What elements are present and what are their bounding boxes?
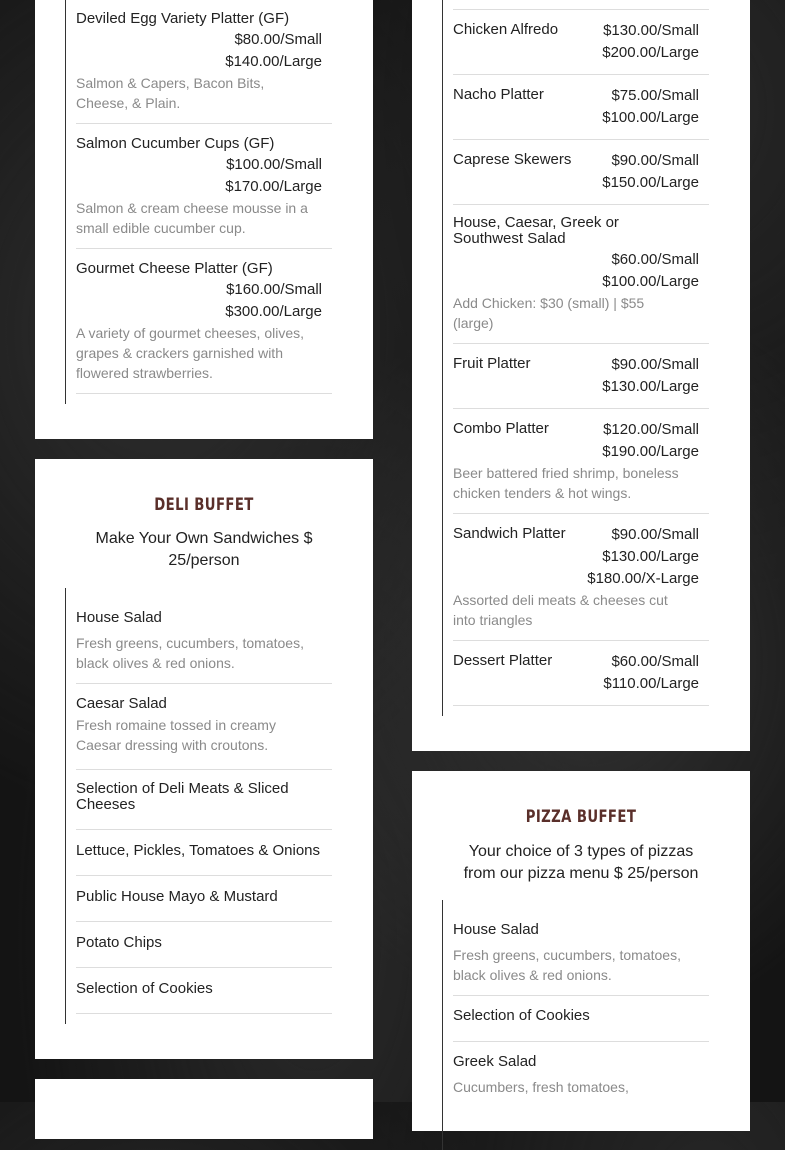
item-name: Dessert Platter	[453, 652, 553, 669]
item-price-xlarge: $180.00/X-Large	[587, 570, 699, 587]
menu-item	[453, 10, 709, 75]
item-description: Cucumbers, fresh tomatoes,	[453, 1079, 629, 1095]
menu-item	[453, 900, 709, 996]
item-price-small: $100.00/Small	[226, 156, 322, 173]
item-price-small: $90.00/Small	[611, 152, 699, 169]
item-price-large: $130.00/Large	[602, 378, 699, 395]
item-name: Deviled Egg Variety Platter (GF)	[76, 10, 290, 27]
item-price-large: $190.00/Large	[602, 443, 699, 460]
item-name: House, Caesar, Greek or Southwest Salad	[453, 214, 619, 247]
card-title: PIZZA BUFFET	[525, 807, 637, 827]
item-price-large: $200.00/Large	[602, 44, 699, 61]
menu-item	[76, 968, 332, 1014]
item-description: Salmon & Capers, Bacon Bits, Cheese, & Plain.	[76, 75, 265, 111]
item-name: House Salad	[76, 609, 162, 626]
item-price-large: $140.00/Large	[225, 53, 322, 70]
item-price-small: $120.00/Small	[603, 421, 699, 438]
menu-item	[453, 140, 709, 205]
item-name: Gourmet Cheese Platter (GF)	[76, 260, 273, 277]
item-price-large: $150.00/Large	[602, 174, 699, 191]
item-price-small: $160.00/Small	[226, 281, 322, 298]
item-description: Beer battered fried shrimp, boneless chicken tenders & hot wings.	[453, 465, 679, 501]
menu-item	[76, 684, 332, 770]
item-name: Greek Salad	[453, 1053, 537, 1070]
item-name: Public House Mayo & Mustard	[76, 888, 278, 905]
item-name: Potato Chips	[76, 934, 162, 951]
pizza-buffet-list	[442, 900, 710, 1150]
platters-card	[412, 0, 750, 751]
item-name: Nacho Platter	[453, 86, 544, 103]
menu-item	[76, 876, 332, 922]
item-name: Lettuce, Pickles, Tomatoes & Onions	[76, 842, 321, 859]
platters-list	[442, 0, 710, 716]
menu-item	[453, 344, 709, 409]
card-title: DELI BUFFET	[154, 495, 254, 515]
menu-item	[76, 124, 332, 249]
item-description: Fresh greens, cucumbers, tomatoes, black olives & red onions.	[76, 635, 304, 671]
menu-item	[76, 770, 332, 830]
item-description: Assorted deli meats & cheeses cut into triangles	[453, 592, 668, 628]
menu-item	[76, 249, 332, 394]
item-price-small: $90.00/Small	[611, 356, 699, 373]
menu-item	[453, 514, 709, 641]
item-name: Caprese Skewers	[453, 151, 572, 168]
item-description: Salmon & cream cheese mousse in a small edible cucumber cup.	[76, 200, 308, 236]
item-name: Combo Platter	[453, 420, 549, 437]
item-price-small: $80.00/Small	[234, 31, 322, 48]
item-description: A variety of gourmet cheeses, olives, grapes & crackers garnished with flowered strawberries.	[76, 325, 304, 381]
item-price-large: $110.00/Large	[603, 675, 699, 692]
menu-item	[76, 830, 332, 876]
item-price-small: $75.00/Small	[611, 87, 699, 104]
item-name: Selection of Deli Meats & Sliced Cheeses	[76, 780, 289, 813]
menu-item	[453, 75, 709, 140]
item-price-small: $130.00/Small	[603, 22, 699, 39]
menu-item	[453, 205, 709, 344]
item-description: Fresh romaine tossed in creamy Caesar dressing with croutons.	[76, 717, 276, 753]
item-price-small: $60.00/Small	[611, 251, 699, 268]
next-card	[35, 1079, 373, 1139]
item-name: Selection of Cookies	[76, 980, 213, 997]
item-description: Fresh greens, cucumbers, tomatoes, black olives & red onions.	[453, 947, 681, 983]
item-name: House Salad	[453, 921, 539, 938]
menu-item	[453, 996, 709, 1042]
menu-item	[453, 1042, 709, 1122]
item-price-small: $90.00/Small	[611, 526, 699, 543]
menu-item	[76, 0, 332, 124]
deli-buffet-list	[65, 588, 333, 1024]
menu-item	[76, 922, 332, 968]
cold-platters-card	[35, 0, 373, 439]
item-description: Add Chicken: $30 (small) | $55 (large)	[453, 295, 645, 331]
item-name: Selection of Cookies	[453, 1007, 590, 1024]
item-price-large: $300.00/Large	[225, 303, 322, 320]
item-price-large: $100.00/Large	[602, 109, 699, 126]
deli-buffet-card	[35, 459, 373, 1059]
item-name: Salmon Cucumber Cups (GF)	[76, 135, 275, 152]
pizza-buffet-card	[412, 771, 750, 1131]
item-price-small: $60.00/Small	[611, 653, 699, 670]
item-name: Sandwich Platter	[453, 525, 566, 542]
card-subtitle: Your choice of 3 types of pizzas from our pizza menu $ 25/person	[463, 843, 699, 882]
item-price-large: $170.00/Large	[225, 178, 322, 195]
menu-item	[76, 588, 332, 684]
card-subtitle: Make Your Own Sandwiches $ 25/person	[95, 530, 313, 569]
item-price-large: $130.00/Large	[602, 548, 699, 565]
item-name: Caesar Salad	[76, 695, 167, 712]
item-name: Chicken Alfredo	[453, 21, 559, 38]
item-price-large: $100.00/Large	[602, 273, 699, 290]
item-name: Fruit Platter	[453, 355, 531, 372]
menu-item	[453, 641, 709, 706]
menu-item	[453, 409, 709, 514]
cold-platters-list	[65, 0, 333, 404]
